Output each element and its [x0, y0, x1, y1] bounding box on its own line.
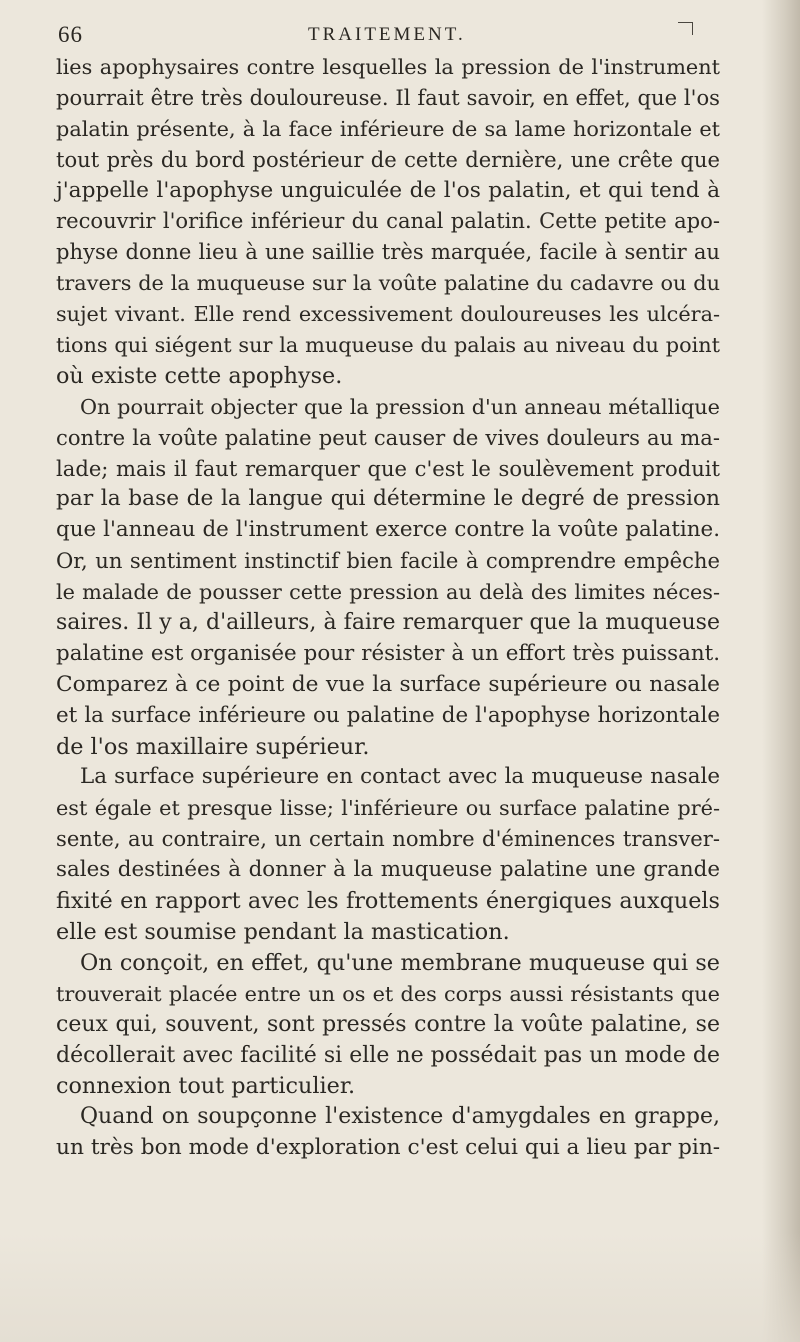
text-line: trouverait placée entre un os et des corps aussi résistants que — [56, 981, 720, 1006]
text-line: La surface supérieure en contact avec la muqueuse nasale — [80, 764, 720, 790]
text-line: sujet vivant. Elle rend excessivement douloureuses les ulcéra- — [56, 302, 720, 327]
text-line: pourrait être très douloureuse. Il faut savoir, en effet, que l'os — [56, 84, 720, 110]
text-line: physe donne lieu à une saillie très marquée, facile à sentir au — [56, 239, 720, 265]
text-line: un très bon mode d'exploration c'est celui qui a lieu par pin- — [56, 1135, 721, 1161]
text-line: tions qui siégent sur la muqueuse du palais au niveau du point — [56, 333, 720, 358]
text-line: Or, un sentiment instinctif bien facile à comprendre empêche — [56, 548, 720, 574]
text-line: ceux qui, souvent, sont pressés contre la voûte palatine, se — [56, 1011, 720, 1037]
corner-mark — [678, 22, 693, 35]
text-line: sales destinées à donner à la muqueuse palatine une grande — [56, 857, 720, 883]
text-line: où existe cette apophyse. — [56, 362, 343, 389]
text-line: de l'os maxillaire supérieur. — [56, 733, 370, 760]
text-line: Quand on soupçonne l'existence d'amygdales en grappe, — [80, 1104, 720, 1130]
text-line: On pourrait objecter que la pression d'un anneau métallique — [80, 394, 720, 419]
text-line: que l'anneau de l'instrument exerce contre la voûte palatine. — [56, 517, 720, 543]
text-line: le malade de pousser cette pression au delà des limites néces- — [56, 580, 720, 605]
text-line: tout près du bord postérieur de cette dernière, une crête que — [56, 146, 720, 172]
body-text — [56, 52, 720, 1164]
text-line: connexion tout particulier. — [56, 1073, 356, 1100]
page-header — [58, 8, 708, 47]
text-line: saires. Il y a, d'ailleurs, à faire remarquer que la muqueuse — [56, 610, 720, 636]
text-line: travers de la muqueuse sur la voûte palatine du cadavre ou du — [56, 271, 720, 296]
text-line: décollerait avec facilité si elle ne possédait pas un mode de — [56, 1042, 720, 1068]
text-line: sente, au contraire, un certain nombre d'éminences transver- — [56, 826, 720, 852]
page-edge-shadow — [762, 0, 800, 1342]
text-line: est égale et presque lisse; l'inférieure ou surface palatine pré- — [56, 796, 720, 821]
text-line: lies apophysaires contre lesquelles la pression de l'instrument — [56, 55, 720, 79]
text-line: et la surface inférieure ou palatine de l'apophyse horizontale — [56, 702, 720, 728]
text-line: palatine est organisée pour résister à un effort très puissant. — [56, 640, 720, 666]
text-line: On conçoit, en effet, qu'une membrane muqueuse qui se — [80, 949, 720, 976]
text-line: elle est soumise pendant la mastication. — [56, 918, 510, 945]
text-line: j'appelle l'apophyse unguiculée de l'os palatin, et qui tend à — [56, 177, 720, 203]
text-line: recouvrir l'orifice inférieur du canal palatin. Cette petite apo- — [56, 208, 720, 234]
text-line: par la base de la langue qui détermine le degré de pression — [56, 486, 720, 512]
page-number: 66 — [58, 22, 83, 47]
text-line: lade; mais il faut remarquer que c'est le soulèvement produit — [56, 455, 720, 481]
running-head: TRAITEMENT. — [308, 24, 466, 45]
text-line: palatin présente, à la face inférieure de sa lame horizontale et — [56, 116, 720, 141]
page-bottom-shadow — [0, 1232, 800, 1342]
text-line: contre la voûte palatine peut causer de vives douleurs au ma- — [56, 424, 720, 450]
text-line: fixité en rapport avec les frottements énergiques auxquels — [56, 888, 720, 915]
text-line: Comparez à ce point de vue la surface supérieure ou nasale — [56, 671, 720, 697]
